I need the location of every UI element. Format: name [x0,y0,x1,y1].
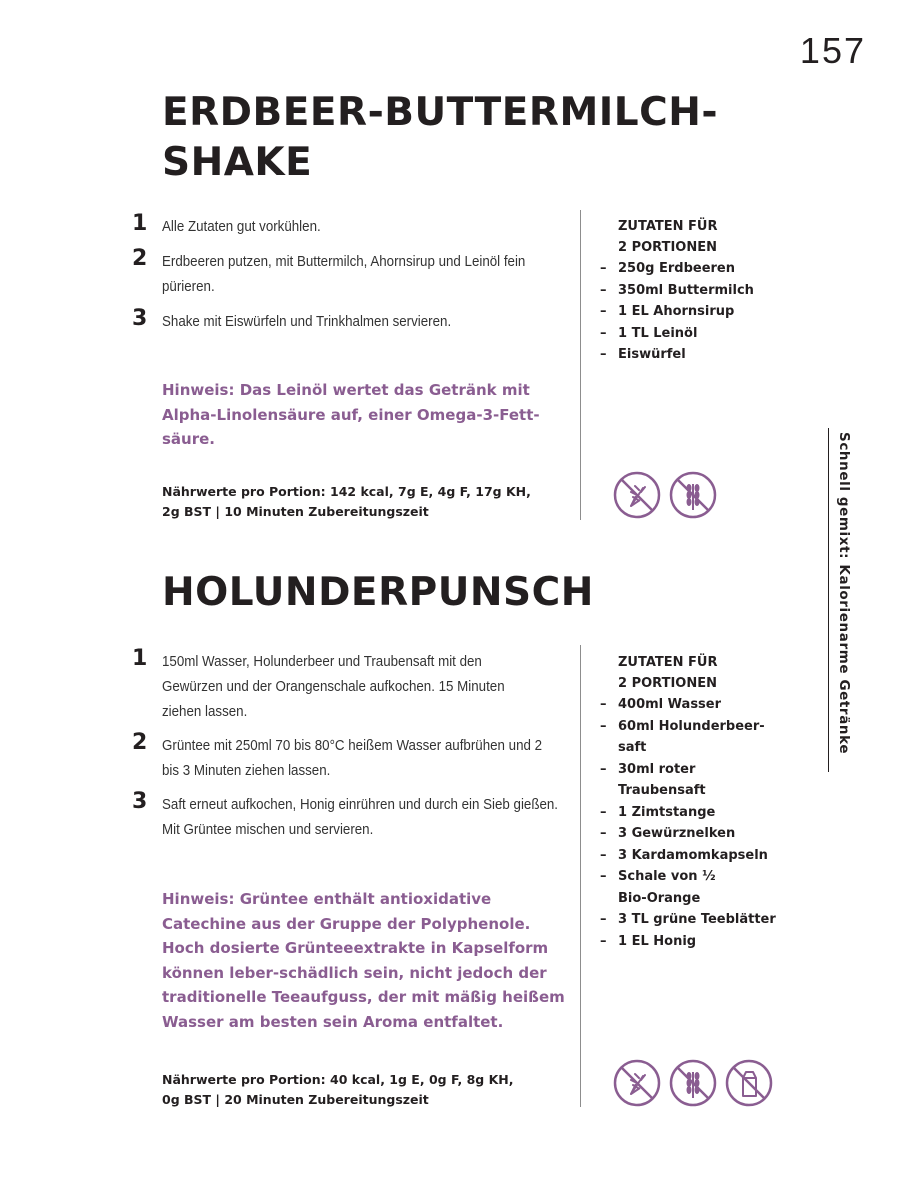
ingredient-item: – 1 EL Honig [600,931,780,953]
recipe-note: Hinweis: Grüntee enthält antioxidative Catechine aus der Gruppe der Polyphenole. Hoch dosierte Grünteeextrakte in Kapselform können leber-schädlich sein, nicht jedoch der traditionelle Teeaufguss, der mit mäßig heißem Wasser am besten sein Aroma entfaltet. [162,890,565,1031]
diet-icons [612,470,718,520]
ingredient-item: – 1 EL Ahornsirup [600,301,800,323]
ingredient-item: – Schale von ½ Bio-Orange [600,866,738,909]
gluten-free-icon [668,1058,718,1108]
ingredient-item: – 250g Erdbeeren [600,258,800,280]
ingredient-item: – 3 Kardamomkapseln [600,845,780,867]
recipe-title-line: ERDBEER-BUTTERMILCH- [162,90,719,135]
side-rule [828,428,829,772]
nutrition-line: 0g BST | 20 Minuten Zubereitungszeit [162,1092,429,1107]
ingredients-heading-line: ZUTATEN FÜR [618,219,718,234]
diet-icons [612,1058,774,1108]
ingredients-heading [618,216,800,258]
step-number: 1 [132,211,148,236]
ingredient-item: – 3 Gewürznelken [600,823,780,845]
recipe-step [132,646,572,725]
page-number: 157 [799,30,866,71]
gluten-free-icon [668,470,718,520]
recipe-steps [132,211,572,335]
step-text: Erdbeeren putzen, mit Buttermilch, Ahornsirup und Leinöl fein pürieren. [162,254,526,295]
recipe-note: Hinweis: Das Leinöl wertet das Getränk mit Alpha-Linolensäure auf, einer Omega-3-Fett-säure. [162,381,540,448]
recipe-step [132,730,572,784]
step-number: 2 [132,730,148,755]
ingredients-heading-line: 2 PORTIONEN [618,676,717,691]
step-text: 150ml Wasser, Holunderbeer und Traubensaft mit den Gewürzen und der Orangenschale aufkochen. 15 Minuten ziehen lassen. [162,654,505,720]
nutrition-info [162,1070,572,1110]
recipe-title [162,568,594,618]
ingredient-item: – 350ml Buttermilch [600,280,800,302]
ingredients-heading-line: ZUTATEN FÜR [618,655,718,670]
column-divider [580,210,581,520]
recipe-title [162,88,718,188]
step-text: Alle Zutaten gut vorkühlen. [162,219,321,235]
recipe-steps [132,646,572,843]
nutrition-info [162,482,572,522]
step-number: 3 [132,789,148,814]
step-number: 2 [132,246,148,271]
ingredients-heading [618,652,780,694]
ingredient-item: – 400ml Wasser [600,694,780,716]
step-text: Shake mit Eiswürfeln und Trinkhalmen servieren. [162,314,452,330]
ingredients-panel [600,216,800,366]
chapter-side-label: Schnell gemixt: Kalorienarme Getränke [836,432,852,755]
ingredient-item: – 3 TL grüne Teeblätter [600,909,780,931]
ingredient-item: – 30ml roter Traubensaft [600,759,738,802]
step-number: 1 [132,646,148,671]
recipe-title-line: HOLUNDERPUNSCH [162,570,594,615]
ingredient-item: – 1 Zimtstange [600,802,780,824]
recipe-step [132,306,572,335]
nutrition-line: Nährwerte pro Portion: 142 kcal, 7g E, 4g F, 17g KH, [162,484,531,499]
nutrition-line: Nährwerte pro Portion: 40 kcal, 1g E, 0g F, 8g KH, [162,1072,514,1087]
lactose-free-icon [724,1058,774,1108]
ingredient-item: – 60ml Holunderbeer-saft [600,716,768,759]
column-divider [580,645,581,1107]
ingredients-list [600,694,780,952]
ingredients-heading-line: 2 PORTIONEN [618,240,717,255]
ingredient-item: – Eiswürfel [600,344,800,366]
ingredients-panel [600,652,780,952]
step-text: Grüntee mit 250ml 70 bis 80°C heißem Wasser aufbrühen und 2 bis 3 Minuten ziehen lassen. [162,738,543,779]
recipe-step [132,246,572,300]
recipe-step [132,789,572,843]
nutrition-line: 2g BST | 10 Minuten Zubereitungszeit [162,504,429,519]
step-number: 3 [132,306,148,331]
recipe-step [132,211,572,240]
vegetarian-icon [612,470,662,520]
step-text: Saft erneut aufkochen, Honig einrühren und durch ein Sieb gießen. Mit Grüntee mischen und servieren. [162,797,559,838]
ingredients-list [600,258,800,366]
recipe-title-line: SHAKE [162,140,313,185]
ingredient-item: – 1 TL Leinöl [600,323,800,345]
vegetarian-icon [612,1058,662,1108]
